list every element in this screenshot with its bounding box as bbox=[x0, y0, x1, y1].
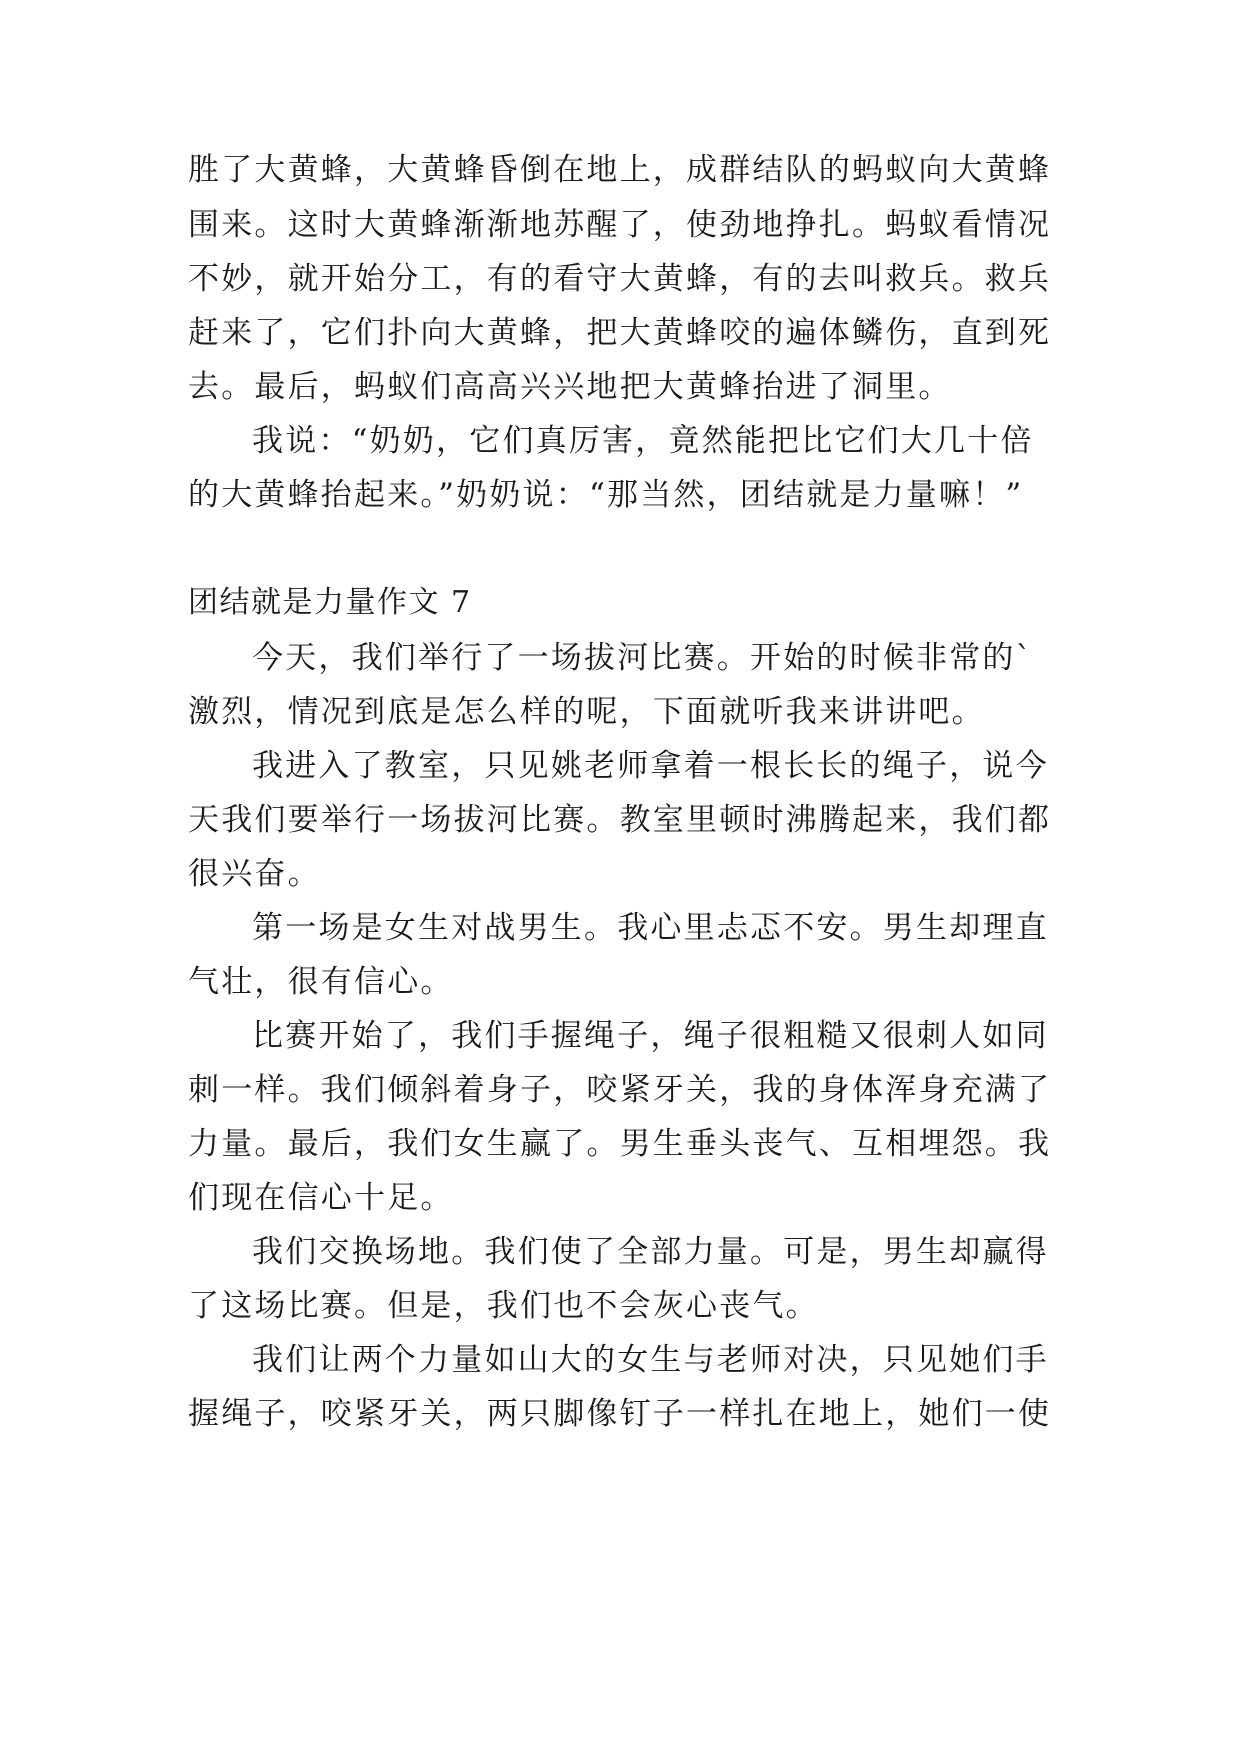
paragraph-line: 激烈，情况到底是怎么样的呢，下面就听我来讲讲吧。 bbox=[188, 694, 985, 730]
paragraph-line: 围来。这时大黄蜂渐渐地苏醒了，使劲地挣扎。蚂蚁看情况 bbox=[188, 207, 1052, 243]
paragraph-line: 力量。最后，我们女生赢了。男生垂头丧气、互相埋怨。我 bbox=[188, 1126, 1052, 1162]
paragraph-line: 第一场是女生对战男生。我心里忐忑不安。男生却理直 bbox=[252, 910, 1049, 946]
paragraph-line: 赶来了，它们扑向大黄蜂，把大黄蜂咬的遍体鳞伤，直到死 bbox=[188, 315, 1052, 351]
paragraph-line: 胜了大黄蜂，大黄蜂昏倒在地上，成群结队的蚂蚁向大黄蜂 bbox=[188, 152, 1052, 188]
paragraph-line: 去。最后，蚂蚁们高高兴兴地把大黄蜂抬进了洞里。 bbox=[188, 369, 952, 405]
paragraph-line: 我进入了教室，只见姚老师拿着一根长长的绳子，说今 bbox=[252, 748, 1049, 784]
essay-title: 团结就是力量作文 7 bbox=[188, 585, 472, 620]
paragraph-line: 今天，我们举行了一场拔河比赛。开始的时候非常的` bbox=[252, 640, 1034, 676]
paragraph-line: 比赛开始了，我们手握绳子，绳子很粗糙又很刺人如同 bbox=[252, 1018, 1049, 1054]
paragraph-line: 天我们要举行一场拔河比赛。教室里顿时沸腾起来，我们都 bbox=[188, 802, 1052, 838]
paragraph-line: 气壮，很有信心。 bbox=[188, 964, 454, 1000]
paragraph-line: 很兴奋。 bbox=[188, 856, 321, 892]
paragraph-line: 我们让两个力量如山大的女生与老师对决，只见她们手 bbox=[252, 1342, 1049, 1378]
paragraph-line: 的大黄蜂抬起来。”奶奶说：“那当然，团结就是力量嘛！” bbox=[188, 477, 1024, 513]
paragraph-line: 不妙，就开始分工，有的看守大黄蜂，有的去叫救兵。救兵 bbox=[188, 261, 1052, 297]
paragraph-line: 了这场比赛。但是，我们也不会灰心丧气。 bbox=[188, 1288, 819, 1324]
paragraph-line: 刺一样。我们倾斜着身子，咬紧牙关，我的身体浑身充满了 bbox=[188, 1072, 1052, 1108]
paragraph-line: 们现在信心十足。 bbox=[188, 1180, 454, 1216]
paragraph-line: 我们交换场地。我们使了全部力量。可是，男生却赢得 bbox=[252, 1234, 1049, 1270]
paragraph-line: 握绳子，咬紧牙关，两只脚像钉子一样扎在地上，她们一使 bbox=[188, 1396, 1052, 1432]
paragraph-line: 我说：“奶奶，它们真厉害，竟然能把比它们大几十倍 bbox=[252, 423, 1034, 459]
